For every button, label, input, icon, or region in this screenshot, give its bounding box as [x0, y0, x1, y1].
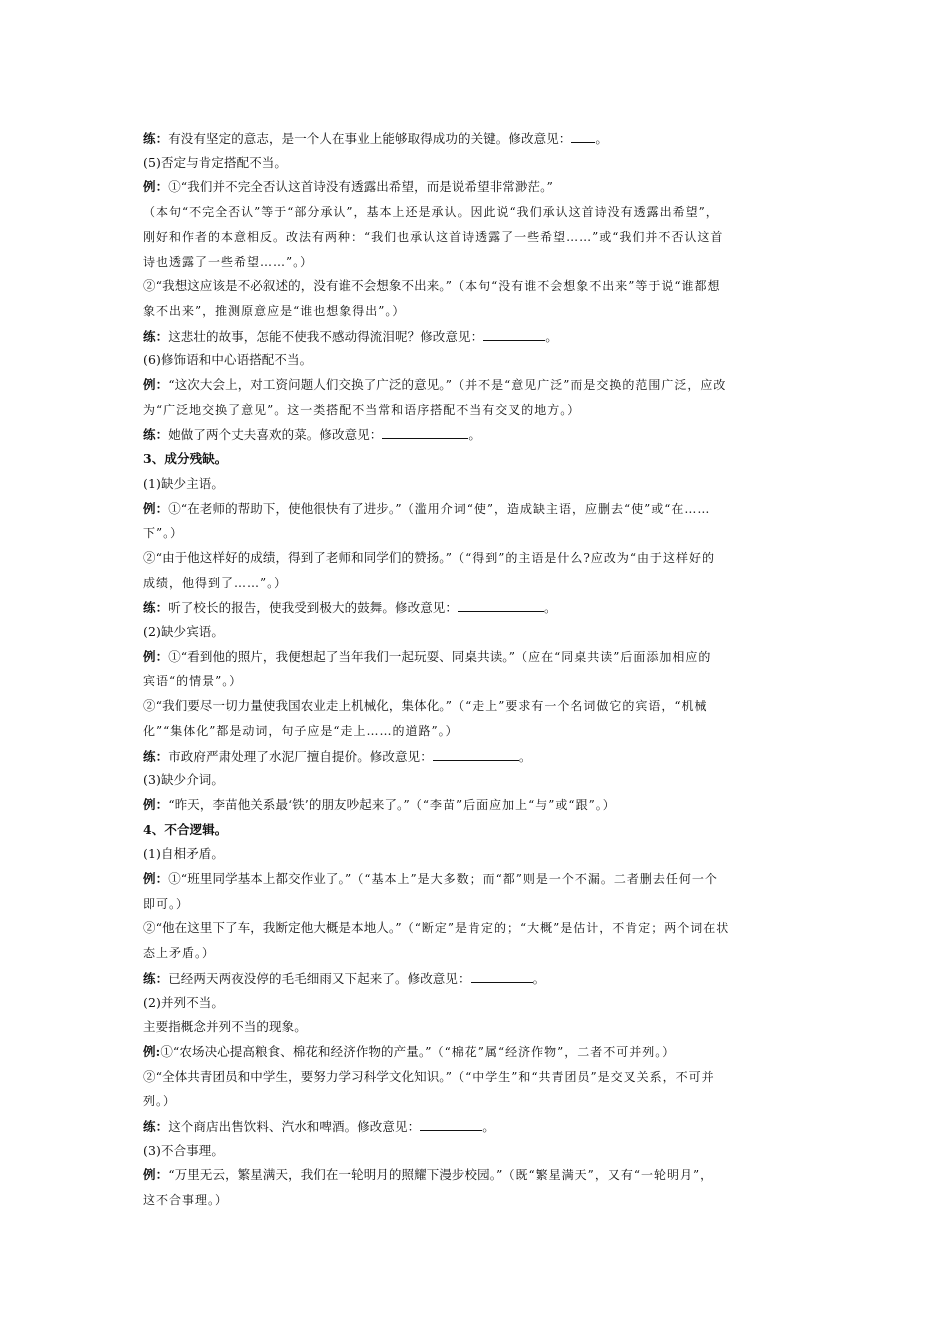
text-line: [143, 1192, 813, 1208]
line-label: 练：: [143, 328, 169, 344]
text-line: [143, 871, 813, 887]
line-text: 听了校长的报告，使我受到极大的鼓舞。修改意见：: [168, 600, 459, 616]
text-line: [143, 772, 813, 788]
line-text: ①“看到他的照片，我便想起了当年我们一起玩耍、同桌共读。”: [168, 648, 516, 664]
answer-blank[interactable]: [571, 130, 595, 143]
line-label: 练：: [143, 427, 169, 443]
text-line: [143, 550, 813, 566]
explanation-note: 下”。）: [143, 526, 184, 541]
explanation-note: （“走上”要求有一个名词做它的宾语，“机械: [452, 699, 708, 714]
text-line: [143, 575, 813, 591]
text-line: [143, 278, 813, 294]
explanation-note: （“得到”的主语是什么?应改为“由于这样好的: [452, 550, 715, 565]
text-line: [143, 352, 813, 368]
text-line: [143, 748, 813, 765]
text-line: [143, 920, 813, 936]
answer-blank[interactable]: [420, 1118, 482, 1131]
line-text: 有没有坚定的意志，是一个人在事业上能够取得成功的关键。修改意见：: [168, 131, 572, 146]
text-line: [143, 254, 813, 270]
line-text: (1)缺少主语。: [143, 475, 225, 491]
text-line: [143, 995, 813, 1011]
line-text: ①“班里同学基本上都交作业了。”: [168, 871, 352, 886]
explanation-note: 态上矛盾。）: [143, 946, 216, 961]
line-text: 已经两天两夜没停的毛毛细雨又下起来了。修改意见：: [168, 970, 471, 986]
line-text: 这个商店出售饮料、汽水和啤酒。修改意见：: [168, 1119, 421, 1134]
text-line: [143, 229, 813, 245]
text-line: [143, 426, 813, 443]
text-line: [143, 822, 813, 838]
line-text: 她做了两个丈夫喜欢的菜。修改意见：: [168, 427, 383, 443]
line-text: ②“由于他这样好的成绩，得到了老师和同学们的赞扬。”: [143, 549, 453, 565]
text-line: [143, 649, 813, 665]
answer-blank[interactable]: [483, 328, 545, 341]
line-tail: 。: [468, 427, 482, 443]
text-line: [143, 1019, 813, 1035]
text-line: [143, 970, 813, 987]
explanation-note: （“李苗”后面应加上“与”或“跟”。）: [409, 797, 616, 812]
line-tail: 。: [544, 600, 557, 616]
text-line: [143, 797, 813, 813]
text-line: [143, 451, 813, 467]
explanation-note: （应在“同桌共读”后面添加相应的: [515, 649, 712, 664]
line-label: 练：: [143, 1119, 169, 1134]
text-line: [143, 501, 813, 517]
text-line: [143, 476, 813, 492]
explanation-note: （并不是“意见广泛”而是交换的范围广泛，应改: [452, 378, 727, 392]
text-line: [143, 402, 813, 418]
line-text: “万里无云，繁星满天，我们在一轮明月的照耀下漫步校园。”: [168, 1167, 503, 1183]
text-line: [143, 624, 813, 640]
answer-blank[interactable]: [382, 426, 468, 439]
line-label: 例：: [143, 500, 169, 516]
text-line: [143, 179, 813, 195]
line-text: ①“我们并不完全否认这首诗没有透露出希望，而是说希望非常渺茫。”: [168, 179, 553, 195]
text-line: [143, 130, 813, 147]
line-text: “昨天，李苗他关系最‘铁’的朋友吵起来了。”: [168, 796, 410, 812]
line-text: 这悲壮的故事，怎能不使我不感动得流泪呢？修改意见：: [168, 328, 484, 344]
line-text: (2)缺少宾语。: [143, 624, 225, 639]
explanation-note: 即可。）: [143, 896, 190, 911]
line-tail: 。: [532, 970, 546, 986]
text-line: [143, 204, 813, 220]
text-line: [143, 1044, 813, 1060]
line-label: 练：: [143, 970, 169, 986]
explanation-note: 诗也透露了一些希望……”。）: [143, 254, 314, 269]
text-line: [143, 377, 813, 393]
explanation-note: （“基本上”是大多数；而“都”则是一个不漏。二者删去任何一个: [351, 872, 718, 886]
text-line: [143, 525, 813, 541]
text-line: [143, 599, 813, 616]
line-text: “这次大会上，对工资问题人们交换了广泛的意见。”: [168, 377, 453, 392]
line-label: 例：: [143, 648, 169, 664]
explanation-note: （本句“没有谁不会想象不出来”等于说“谁都想: [452, 279, 721, 294]
text-line: [143, 698, 813, 714]
explanation-note: 宾语“的情景”。）: [143, 674, 243, 689]
line-text: ②“我们要尽一切力量使我国农业走上机械化，集体化。”: [143, 698, 453, 714]
line-text: ②“全体共青团员和中学生，要努力学习科学文化知识。”: [143, 1068, 453, 1084]
explanation-note: 列。）: [143, 1094, 177, 1109]
text-line: [143, 303, 813, 319]
line-label: 例：: [143, 1167, 169, 1183]
explanation-note: 这不合事理。）: [143, 1193, 229, 1208]
line-label: 例：: [143, 377, 169, 392]
explanation-note: （既“繁星满天”，又有“一轮明月”，: [502, 1168, 714, 1183]
text-line: [143, 1118, 813, 1135]
text-line: [143, 328, 813, 345]
line-text: 主要指概念并列不当的现象。: [143, 1019, 307, 1035]
line-label: 例：: [143, 179, 169, 195]
line-tail: 。: [482, 1119, 495, 1134]
line-text: (6)修饰语和中心语搭配不当。: [143, 352, 313, 368]
explanation-note: （“断定”是肯定的；“大概”是估计，不肯定；两个词在状: [401, 921, 730, 936]
line-text: ①“农场决心提高粮食、棉花和经济作物的产量。”: [160, 1043, 432, 1059]
explanation-note: 成绩，他得到了……”。）: [143, 575, 288, 590]
line-tail: 。: [518, 748, 532, 764]
line-label: 例：: [143, 796, 169, 812]
line-label: 例：: [143, 871, 169, 886]
section-heading: 3、成分残缺。: [143, 451, 228, 467]
text-line: [143, 1143, 813, 1159]
line-text: 市政府严肃处理了水泥厂擅自提价。修改意见：: [168, 748, 433, 764]
line-text: ②“他在这里下了车，我断定他大概是本地人。”: [143, 920, 402, 936]
line-tail: 。: [595, 131, 609, 146]
line-text: (1)自相矛盾。: [143, 846, 225, 862]
text-line: [143, 896, 813, 912]
text-line: [143, 1167, 813, 1183]
explanation-note: （滥用介词“使”，造成缺主语，应删去“使”或“在……: [401, 501, 711, 516]
line-tail: 。: [545, 328, 558, 344]
explanation-note: 刚好和作者的本意相反。改法有两种：“我们也承认这首诗透露了一些希望……”或“我们并不否认这首: [143, 229, 724, 244]
text-line: [143, 1093, 813, 1109]
explanation-note: （本句“不完全否认”等于“部分承认”，基本上还是承认。因此说“我们承认这首诗没有透露出希望”，: [143, 205, 719, 220]
section-heading: 4、不合逻辑。: [143, 821, 228, 837]
explanation-note: 化”“集体化”都是动词，句子应是“走上……的道路”。）: [143, 723, 459, 738]
text-line: [143, 846, 813, 862]
line-text: (2)并列不当。: [143, 994, 225, 1010]
line-text: (3)不合事理。: [143, 1142, 225, 1158]
text-line: [143, 723, 813, 739]
line-label: 例:: [143, 1043, 161, 1059]
text-line: [143, 155, 813, 171]
explanation-note: 象不出来”，推测原意应是“谁也想象得出”。）: [143, 303, 406, 318]
line-text: ①“在老师的帮助下，使他很快有了进步。”: [168, 500, 402, 516]
explanation-note: （“中学生”和“共青团员”是交叉关系，不可并: [452, 1069, 715, 1084]
answer-blank[interactable]: [433, 748, 519, 761]
line-text: (5)否定与肯定搭配不当。: [143, 154, 288, 170]
text-line: [143, 945, 813, 961]
line-label: 练：: [143, 748, 169, 764]
line-text: ②“我想这应该是不必叙述的，没有谁不会想象不出来。”: [143, 278, 453, 294]
line-label: 练：: [143, 131, 169, 146]
answer-blank[interactable]: [458, 599, 544, 612]
explanation-note: 为“广泛地交换了意见”。这一类搭配不当常和语序搭配不当有交叉的地方。）: [143, 402, 581, 417]
text-line: [143, 673, 813, 689]
line-label: 练：: [143, 600, 169, 616]
text-line: [143, 1069, 813, 1085]
line-text: (3)缺少介词。: [143, 772, 225, 788]
answer-blank[interactable]: [471, 970, 533, 983]
explanation-note: （“棉花”属“经济作物”，二者不可并列。）: [431, 1044, 676, 1059]
